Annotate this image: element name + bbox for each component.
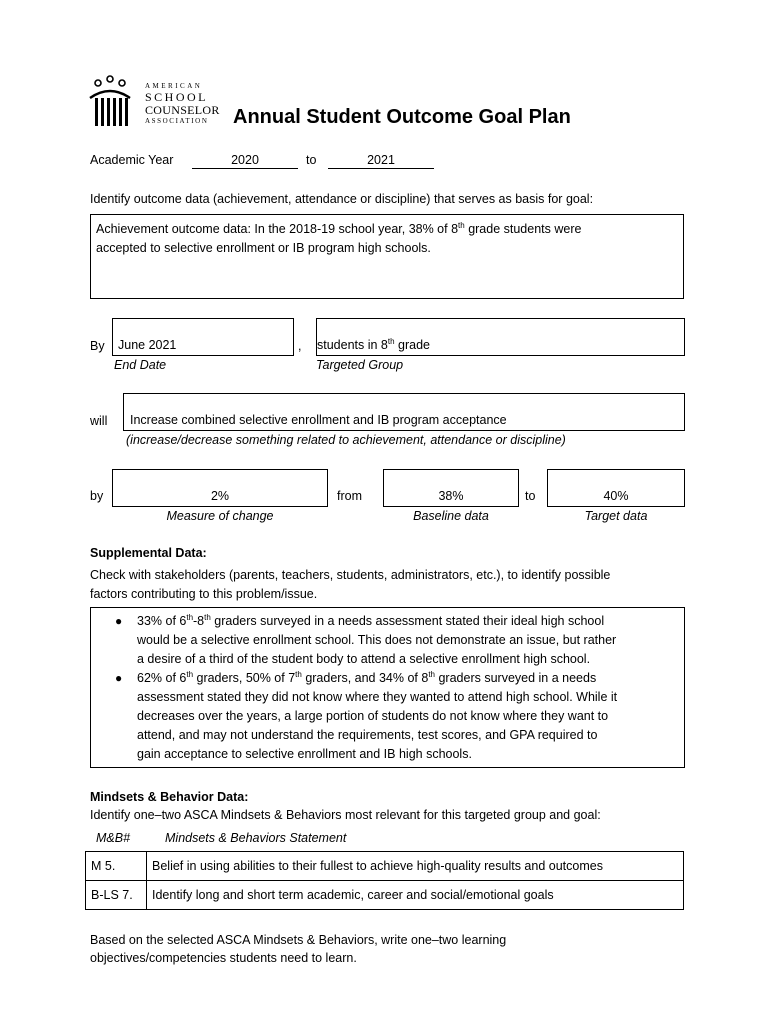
measure-by-label: by — [90, 489, 104, 503]
baseline-data-field[interactable] — [383, 469, 519, 507]
will-action-field[interactable] — [123, 393, 685, 431]
mb-statement-cell[interactable]: Belief in using abilities to their fullest to achieve high-quality results and outcomes — [147, 852, 684, 881]
asca-columns-icon — [88, 74, 132, 128]
end-date-caption: End Date — [114, 358, 167, 372]
measure-of-change-value: 2% — [210, 489, 230, 503]
baseline-data-caption: Baseline data — [413, 509, 489, 523]
mindsets-intro: Identify one–two ASCA Mindsets & Behaviors most relevant for this targeted group and goal: — [90, 808, 601, 822]
targeted-group-caption: Targeted Group — [316, 358, 404, 372]
baseline-data-value: 38% — [438, 489, 464, 503]
will-action-value: Increase combined selective enrollment and IB program acceptance — [130, 413, 507, 427]
academic-year-to-label: to — [306, 153, 317, 167]
end-date-field[interactable] — [112, 318, 294, 356]
outcome-text-line-1: Achievement outcome data: In the 2018-19 school year, 38% of 8th grade students were — [96, 220, 582, 236]
academic-year-to-field[interactable]: 2021 — [328, 153, 434, 169]
supplemental-data-box[interactable] — [90, 607, 685, 768]
mb-code-cell[interactable]: M 5. — [86, 852, 147, 881]
learning-objectives-prompt: Based on the selected ASCA Mindsets & Behaviors, write one–two learning objectives/competencies students need to learn. — [90, 933, 507, 965]
targeted-group-field[interactable] — [316, 318, 685, 356]
targeted-group-value: students in 8th grade — [317, 336, 431, 352]
logo-line-american: AMERICAN — [145, 82, 203, 90]
measure-of-change-field[interactable] — [112, 469, 328, 507]
list-item: ● 62% of 6th graders, 50% of 7th graders, and 34% of 8th graders surveyed in a needs assessment stated they did not know where they wanted to attend high school. While it decreases over the years, a large portion of students do not know where they want to attend, and may not understand the requirements, test scores, and GPA required to gain acceptance to selective enrollment and IB high schools. — [115, 669, 618, 761]
target-data-caption: Target data — [584, 509, 648, 523]
logo-line-counselor: COUNSELOR — [145, 103, 220, 117]
academic-year-from-field[interactable]: 2020 — [192, 153, 298, 169]
by-comma: , — [298, 339, 302, 353]
end-date-value: June 2021 — [118, 338, 177, 352]
academic-year-label: Academic Year — [90, 153, 174, 167]
mindsets-table — [85, 851, 684, 910]
bullet-icon: ● — [115, 671, 123, 685]
target-data-value: 40% — [603, 489, 629, 503]
mb-statement-cell[interactable]: Identify long and short term academic, career and social/emotional goals — [147, 881, 684, 910]
logo-line-association: ASSOCIATION — [145, 117, 209, 125]
mb-statement-column-header: Mindsets & Behaviors Statement — [165, 831, 347, 845]
outcome-prompt: Identify outcome data (achievement, attendance or discipline) that serves as basis for goal: — [90, 192, 594, 206]
supplemental-heading: Supplemental Data: — [90, 546, 207, 560]
logo-line-school: SCHOOL — [145, 90, 209, 104]
outcome-data-box[interactable] — [90, 214, 684, 299]
outcome-text-line-2: accepted to selective enrollment or IB program high schools. — [96, 241, 431, 255]
page-title: Annual Student Outcome Goal Plan — [233, 106, 571, 128]
list-item: ● 33% of 6th-8th graders surveyed in a needs assessment stated their ideal high school would be a selective enrollment school. This does not demonstrate an issue, but rather a desire of a third of the student body to attend a selective enrollment high school. — [115, 612, 617, 666]
will-action-caption: (increase/decrease something related to achievement, attendance or discipline) — [126, 433, 566, 447]
by-label: By — [90, 339, 105, 353]
table-row — [86, 852, 684, 881]
will-label: will — [90, 414, 108, 428]
mindsets-heading: Mindsets & Behavior Data: — [90, 790, 249, 804]
from-label: from — [337, 489, 362, 503]
table-row — [86, 881, 684, 910]
mb-number-column-header: M&B# — [96, 831, 131, 845]
mb-code-cell[interactable]: B-LS 7. — [86, 881, 147, 910]
bullet-icon: ● — [115, 614, 123, 628]
supplemental-list — [91, 612, 684, 764]
asca-logo — [88, 74, 228, 130]
target-data-field[interactable] — [547, 469, 685, 507]
supplemental-intro: Check with stakeholders (parents, teachers, students, administrators, etc.), to identify possible factors contributing to this problem/issue. — [90, 568, 611, 601]
measure-of-change-caption: Measure of change — [166, 509, 274, 523]
to-label: to — [525, 489, 536, 503]
